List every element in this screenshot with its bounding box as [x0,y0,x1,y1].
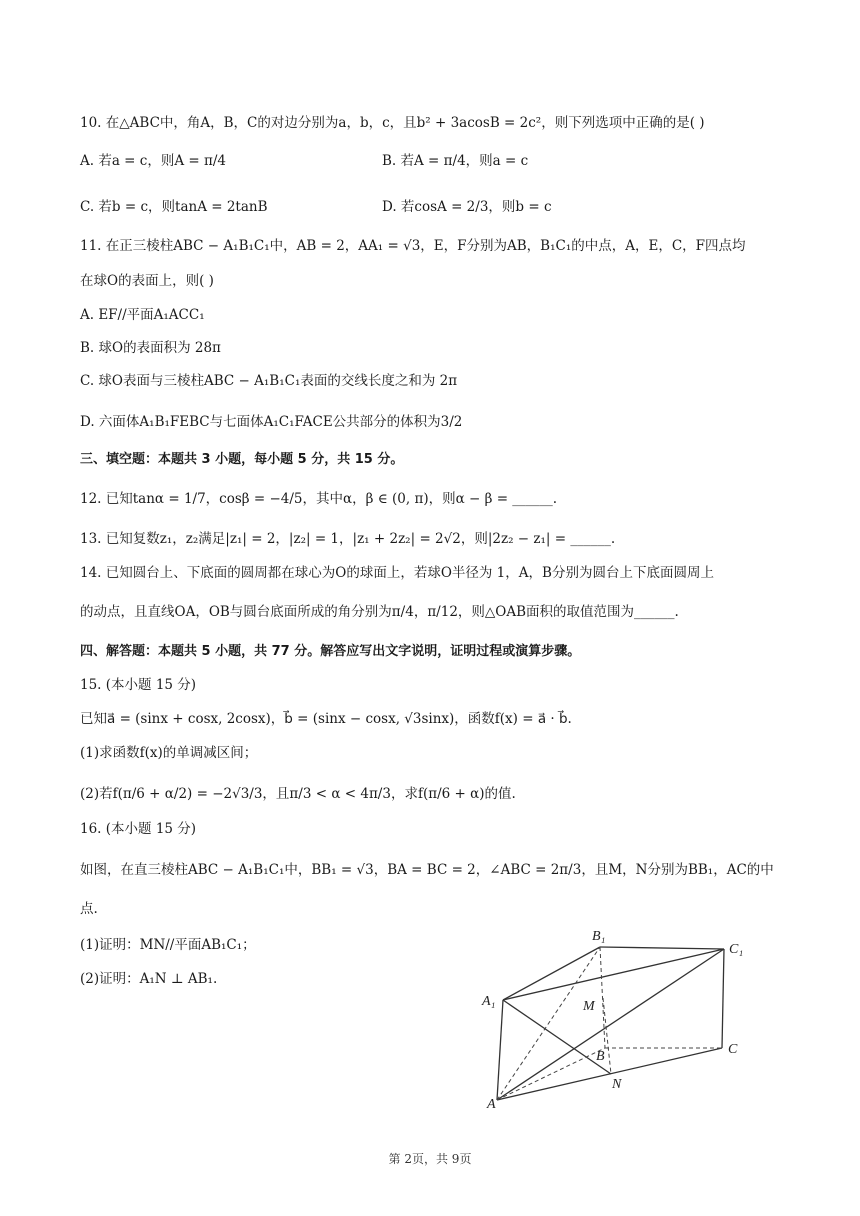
label-c1: C₁ [729,942,744,957]
edge-a-b [497,1048,605,1100]
edge-b1-b [600,947,605,1048]
edge-c1-c [722,949,724,1048]
label-b1: B₁ [592,929,606,944]
edge-a1-b1 [503,947,600,1000]
q14-cont: 的动点，且直线OA，OB与圆台底面所成的角分别为π/4，π/12，则△OAB面积的取值范围为______. [80,604,679,620]
section-3-heading: 三、填空题：本题共 3 小题，每小题 5 分，共 15 分。 [80,452,404,467]
label-c: C [728,1042,738,1057]
q12: 12. 已知tanα = 1/7，cosβ = −4/5，其中α，β ∈ (0, π)，则α − β = ______. [80,491,558,507]
edge-a-c1 [497,949,724,1100]
edge-b1-c1 [600,947,724,949]
section-4-heading: 四、解答题：本题共 5 小题，共 77 分。解答应写出文字说明，证明过程或演算步骤。 [80,644,581,659]
q11-option-b: B. 球O的表面积为 28π [80,340,221,356]
q13: 13. 已知复数z₁，z₂满足|z₁| = 2，|z₂| = 1，|z₁ + 2z₂| = 2√2，则|2z₂ − z₁| = ______. [80,531,616,547]
label-b: B [596,1049,605,1064]
q16-part-1: (1)证明：MN//平面AB₁C₁； [80,937,256,953]
q16-stem-cont: 点. [80,901,98,917]
label-a: A [487,1097,496,1112]
q10-option-c: C. 若b = c，则tanA = 2tanB [80,199,268,215]
edge-a1-c1 [503,949,724,1000]
edge-a1-a [497,1000,503,1100]
edge-a-b1 [497,947,600,1100]
q10-option-d: D. 若cosA = 2/3，则b = c [382,199,552,215]
q15-stem: 已知a⃗ = (sinx + cosx, 2cosx)，b⃗ = (sinx − cosx, √3sinx)，函数f(x) = a⃗ · b⃗. [80,711,572,727]
prism-figure [470,928,760,1118]
label-m: M [583,999,595,1014]
q14: 14. 已知圆台上、下底面的圆周都在球心为O的球面上，若球O半径为 1，A，B分别为圆台上下底面圆周上 [80,565,714,581]
q10-option-a: A. 若a = c，则A = π/4 [80,153,226,169]
q11-option-d: D. 六面体A₁B₁FEBC与七面体A₁C₁FACE公共部分的体积为3/2 [80,414,463,430]
q15-header: 15. (本小题 15 分) [80,677,197,693]
label-n: N [612,1077,622,1092]
q15-part-1: (1)求函数f(x)的单调减区间； [80,745,258,761]
q10: 10. 在△ABC中，角A，B，C的对边分别为a，b，c，且b² + 3acosB = 2c²，则下列选项中正确的是( ) [80,115,705,131]
q15-part-2: (2)若f(π/6 + α/2) = −2√3/3，且π/3 < α < 4π/3，求f(π/6 + α)的值. [80,786,516,802]
label-a1: A₁ [482,994,496,1009]
q10-option-b: B. 若A = π/4，则a = c [382,153,529,169]
q11-option-a: A. EF//平面A₁ACC₁ [80,307,205,323]
q16-header: 16. (本小题 15 分) [80,821,197,837]
q16-part-2: (2)证明：A₁N ⊥ AB₁. [80,971,218,987]
q16-stem: 如图，在直三棱柱ABC − A₁B₁C₁中，BB₁ = √3，BA = BC = 2，∠ABC = 2π/3，且M，N分别为BB₁，AC的中 [80,862,774,878]
q11-cont: 在球O的表面上，则( ) [80,273,214,289]
q11: 11. 在正三棱柱ABC − A₁B₁C₁中，AB = 2，AA₁ = √3，E，F分别为AB，B₁C₁的中点，A，E，C，F四点均 [80,238,746,254]
page-footer: 第 2页，共 9页 [388,1152,472,1166]
q11-option-c: C. 球O表面与三棱柱ABC − A₁B₁C₁表面的交线长度之和为 2π [80,373,458,389]
